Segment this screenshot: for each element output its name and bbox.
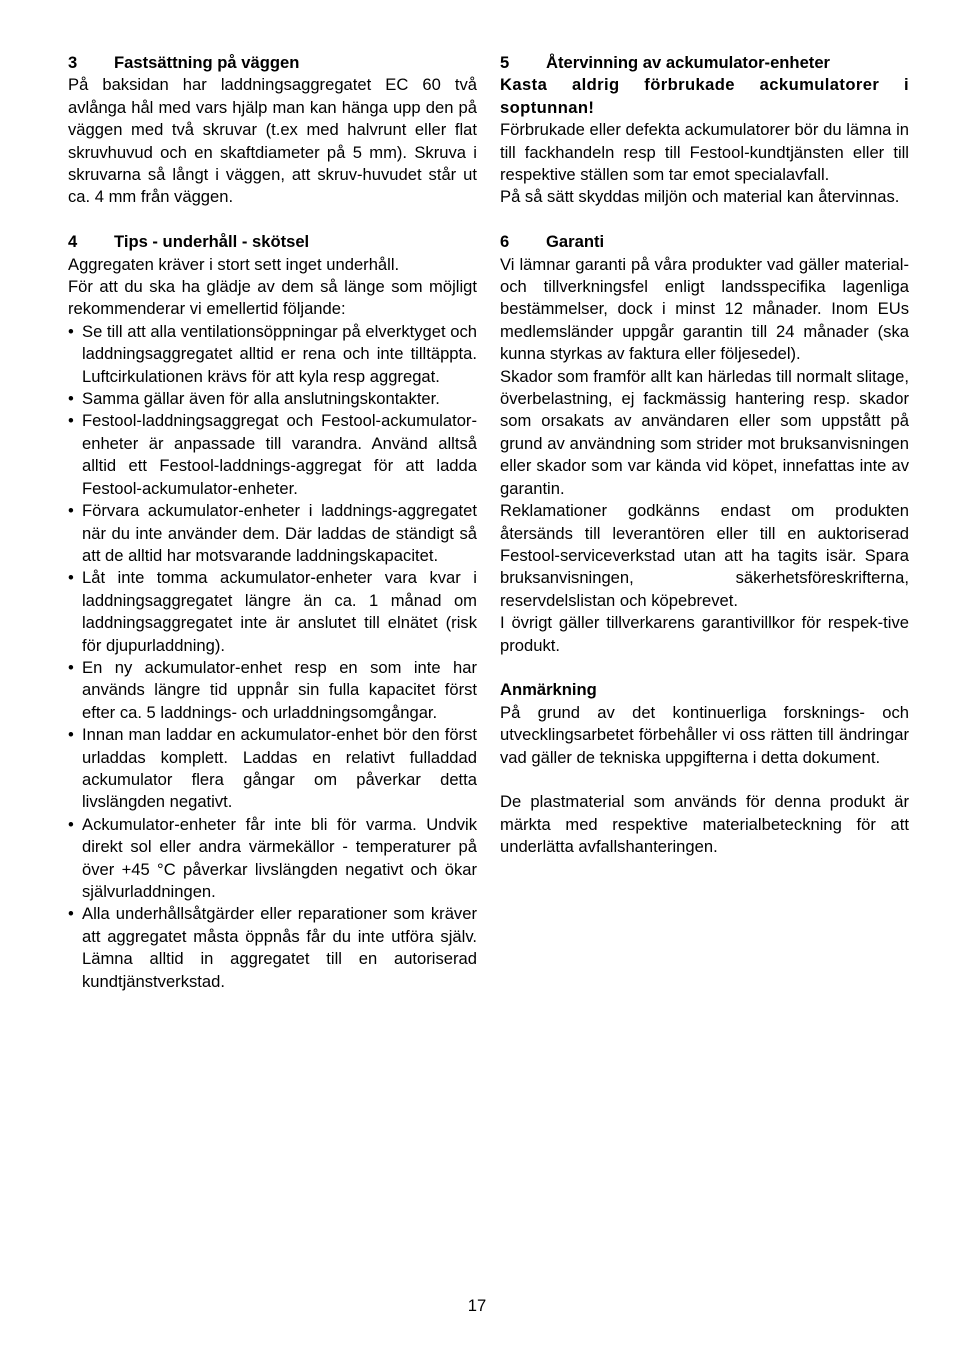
list-item bbox=[68, 410, 477, 500]
bullet-icon: • bbox=[68, 389, 74, 409]
list-item-text: Förvara ackumulator-enheter i laddnings-aggregatet när du inte använder dem. Där laddas de ständigt så att de alltid har motsvarande laddningskapacitet. bbox=[82, 501, 477, 565]
section-title: Anmärkning bbox=[500, 680, 597, 700]
section-5-recycling bbox=[500, 52, 909, 209]
paragraph: Vi lämnar garanti på våra produkter vad gäller material- och tillverkningsfel enligt landsspecifika lagenliga bestämmelser, dock i minst 12 månader. Inom EUs medlemsländer uppgår garantin till 24 månader (ska kunna styrkas av faktura eller följesedel). bbox=[500, 254, 909, 364]
bullet-icon: • bbox=[68, 568, 74, 588]
page-number: 17 bbox=[467, 1296, 487, 1315]
left-column bbox=[68, 52, 477, 1015]
section-number: 4 bbox=[68, 232, 78, 252]
list-item bbox=[68, 814, 477, 904]
list-item-text: Se till att alla ventilationsöppningar på elverktyget och laddningsaggregatet alltid er rena och inte tilltäppta. Luftcirkulationen krävs för att kyla resp aggregat. bbox=[82, 321, 477, 386]
section-note bbox=[500, 679, 909, 769]
list-item-text: Låt inte tomma ackumulator-enheter vara kvar i laddningsaggregatet längre än ca. 1 månad om laddningsaggregatet inte är anslutet till elnätet (risk för djupurladdning). bbox=[82, 568, 477, 655]
maintenance-list bbox=[68, 321, 477, 993]
paragraph: För att du ska ha glädje av dem så länge som möjligt rekommenderar vi emellertid följande: bbox=[68, 277, 477, 319]
bullet-icon: • bbox=[68, 501, 74, 521]
list-item bbox=[68, 388, 477, 410]
paragraph: De plastmaterial som används för denna produkt är märkta med respektive materialbeteckning för att underlätta avfallshanteringen. bbox=[500, 792, 909, 857]
section-heading bbox=[500, 52, 909, 74]
right-column bbox=[500, 52, 909, 881]
list-item bbox=[68, 500, 477, 567]
section-heading bbox=[68, 231, 477, 253]
bullet-icon: • bbox=[68, 814, 74, 834]
list-item bbox=[68, 657, 477, 724]
bullet-icon: • bbox=[68, 321, 74, 341]
warning-subheading: Kasta aldrig förbrukade ackumulatorer i soptunnan! bbox=[500, 75, 909, 117]
list-item-text: Samma gällar även för alla anslutningskontakter. bbox=[82, 389, 440, 409]
paragraph: På grund av det kontinuerliga forsknings- och utvecklingsarbetet förbehåller vi oss rätten till ändringar vad gäller de tekniska uppgifterna i detta dokument. bbox=[500, 702, 909, 767]
list-item-text: En ny ackumulator-enhet resp en som inte har används längre tid uppnår sin fulla kapacitet först efter ca. 5 laddnings- och urladdningsomgångar. bbox=[82, 657, 477, 722]
bullet-icon: • bbox=[68, 657, 74, 677]
section-title: Fastsättning på väggen bbox=[114, 53, 300, 72]
list-item bbox=[68, 321, 477, 388]
bullet-icon: • bbox=[68, 411, 74, 431]
paragraph: Förbrukade eller defekta ackumulatorer bör du lämna in till fackhandeln resp till Festool-kundtjänsten eller till respektive ställen som tar emot specialavfall. bbox=[500, 120, 909, 185]
list-item-text: Alla underhållsåtgärder eller reparationer som kräver att aggregatet måsta öppnås får du inte utföra själv. Lämna alltid in aggregatet till en autoriserad kundtjänstverkstad. bbox=[82, 904, 477, 991]
section-title: Återvinning av ackumulator-enheter bbox=[546, 53, 831, 72]
paragraph: Skador som framför allt kan härledas till normalt slitage, överbelastning, ej fackmässig hantering resp. skador som orsakats av användaren eller som uppstått på grund av användning som strider mot bruksanvisningen eller skador som var kända vid köpet, innefattas inte av garantin. bbox=[500, 366, 909, 498]
section-number: 6 bbox=[500, 232, 510, 252]
section-plastic-materials bbox=[500, 791, 909, 858]
section-number: 3 bbox=[68, 53, 78, 72]
paragraph: Aggregaten kräver i stort sett inget underhåll. bbox=[68, 254, 400, 274]
bullet-icon: • bbox=[68, 725, 74, 745]
section-3-wall-mounting bbox=[68, 52, 477, 209]
section-title: Tips - underhåll - skötsel bbox=[114, 232, 310, 252]
paragraph: I övrigt gäller tillverkarens garantivillkor för respek-tive produkt. bbox=[500, 613, 909, 655]
bullet-icon: • bbox=[68, 904, 74, 924]
list-item bbox=[68, 567, 477, 657]
section-6-warranty bbox=[500, 231, 909, 657]
section-title: Garanti bbox=[546, 232, 605, 252]
paragraph: På så sätt skyddas miljön och material kan återvinnas. bbox=[500, 187, 900, 207]
list-item-text: Innan man laddar en ackumulator-enhet bör den först urladdas komplett. Laddas en relativt fulladdad ackumulator flera gångar om påverkar detta livslängden negativt. bbox=[82, 725, 477, 812]
list-item-text: Ackumulator-enheter får inte bli för varma. Undvik direkt sol eller andra värmekällor - temperaturer på över +45 °C påverkar livslängden negativt och ökar självurladdningen. bbox=[82, 814, 477, 902]
list-item-text: Festool-laddningsaggregat och Festool-ackumulator-enheter är anpassade till varandra. Använd alltså alltid ett Festool-laddnings-aggregat för att ladda Festool-ackumulator-enheter. bbox=[82, 411, 477, 498]
section-heading bbox=[68, 52, 477, 74]
list-item bbox=[68, 724, 477, 814]
paragraph: På baksidan har laddningsaggregatet EC 60 två avlånga hål med vars hjälp man kan hänga upp den på väggen med två skruvar (t.ex med halvrunt eller flat skruvhuvud och en skaftdiameter på 5 mm). Skruva i skruvarna så långt i väggen, att skruv-huvudet står ut ca. 4 mm från väggen. bbox=[68, 75, 477, 207]
list-item bbox=[68, 903, 477, 993]
section-4-maintenance bbox=[68, 231, 477, 993]
section-heading bbox=[500, 231, 909, 253]
paragraph: Reklamationer godkänns endast om produkten återsänds till leverantören eller till en auktoriserad Festool-serviceverkstad utan att ha tagits isär. Spara bruksanvisningen, säkerhetsföreskrifterna, reservdelslistan och köpebrevet. bbox=[500, 501, 909, 610]
section-number: 5 bbox=[500, 53, 510, 72]
